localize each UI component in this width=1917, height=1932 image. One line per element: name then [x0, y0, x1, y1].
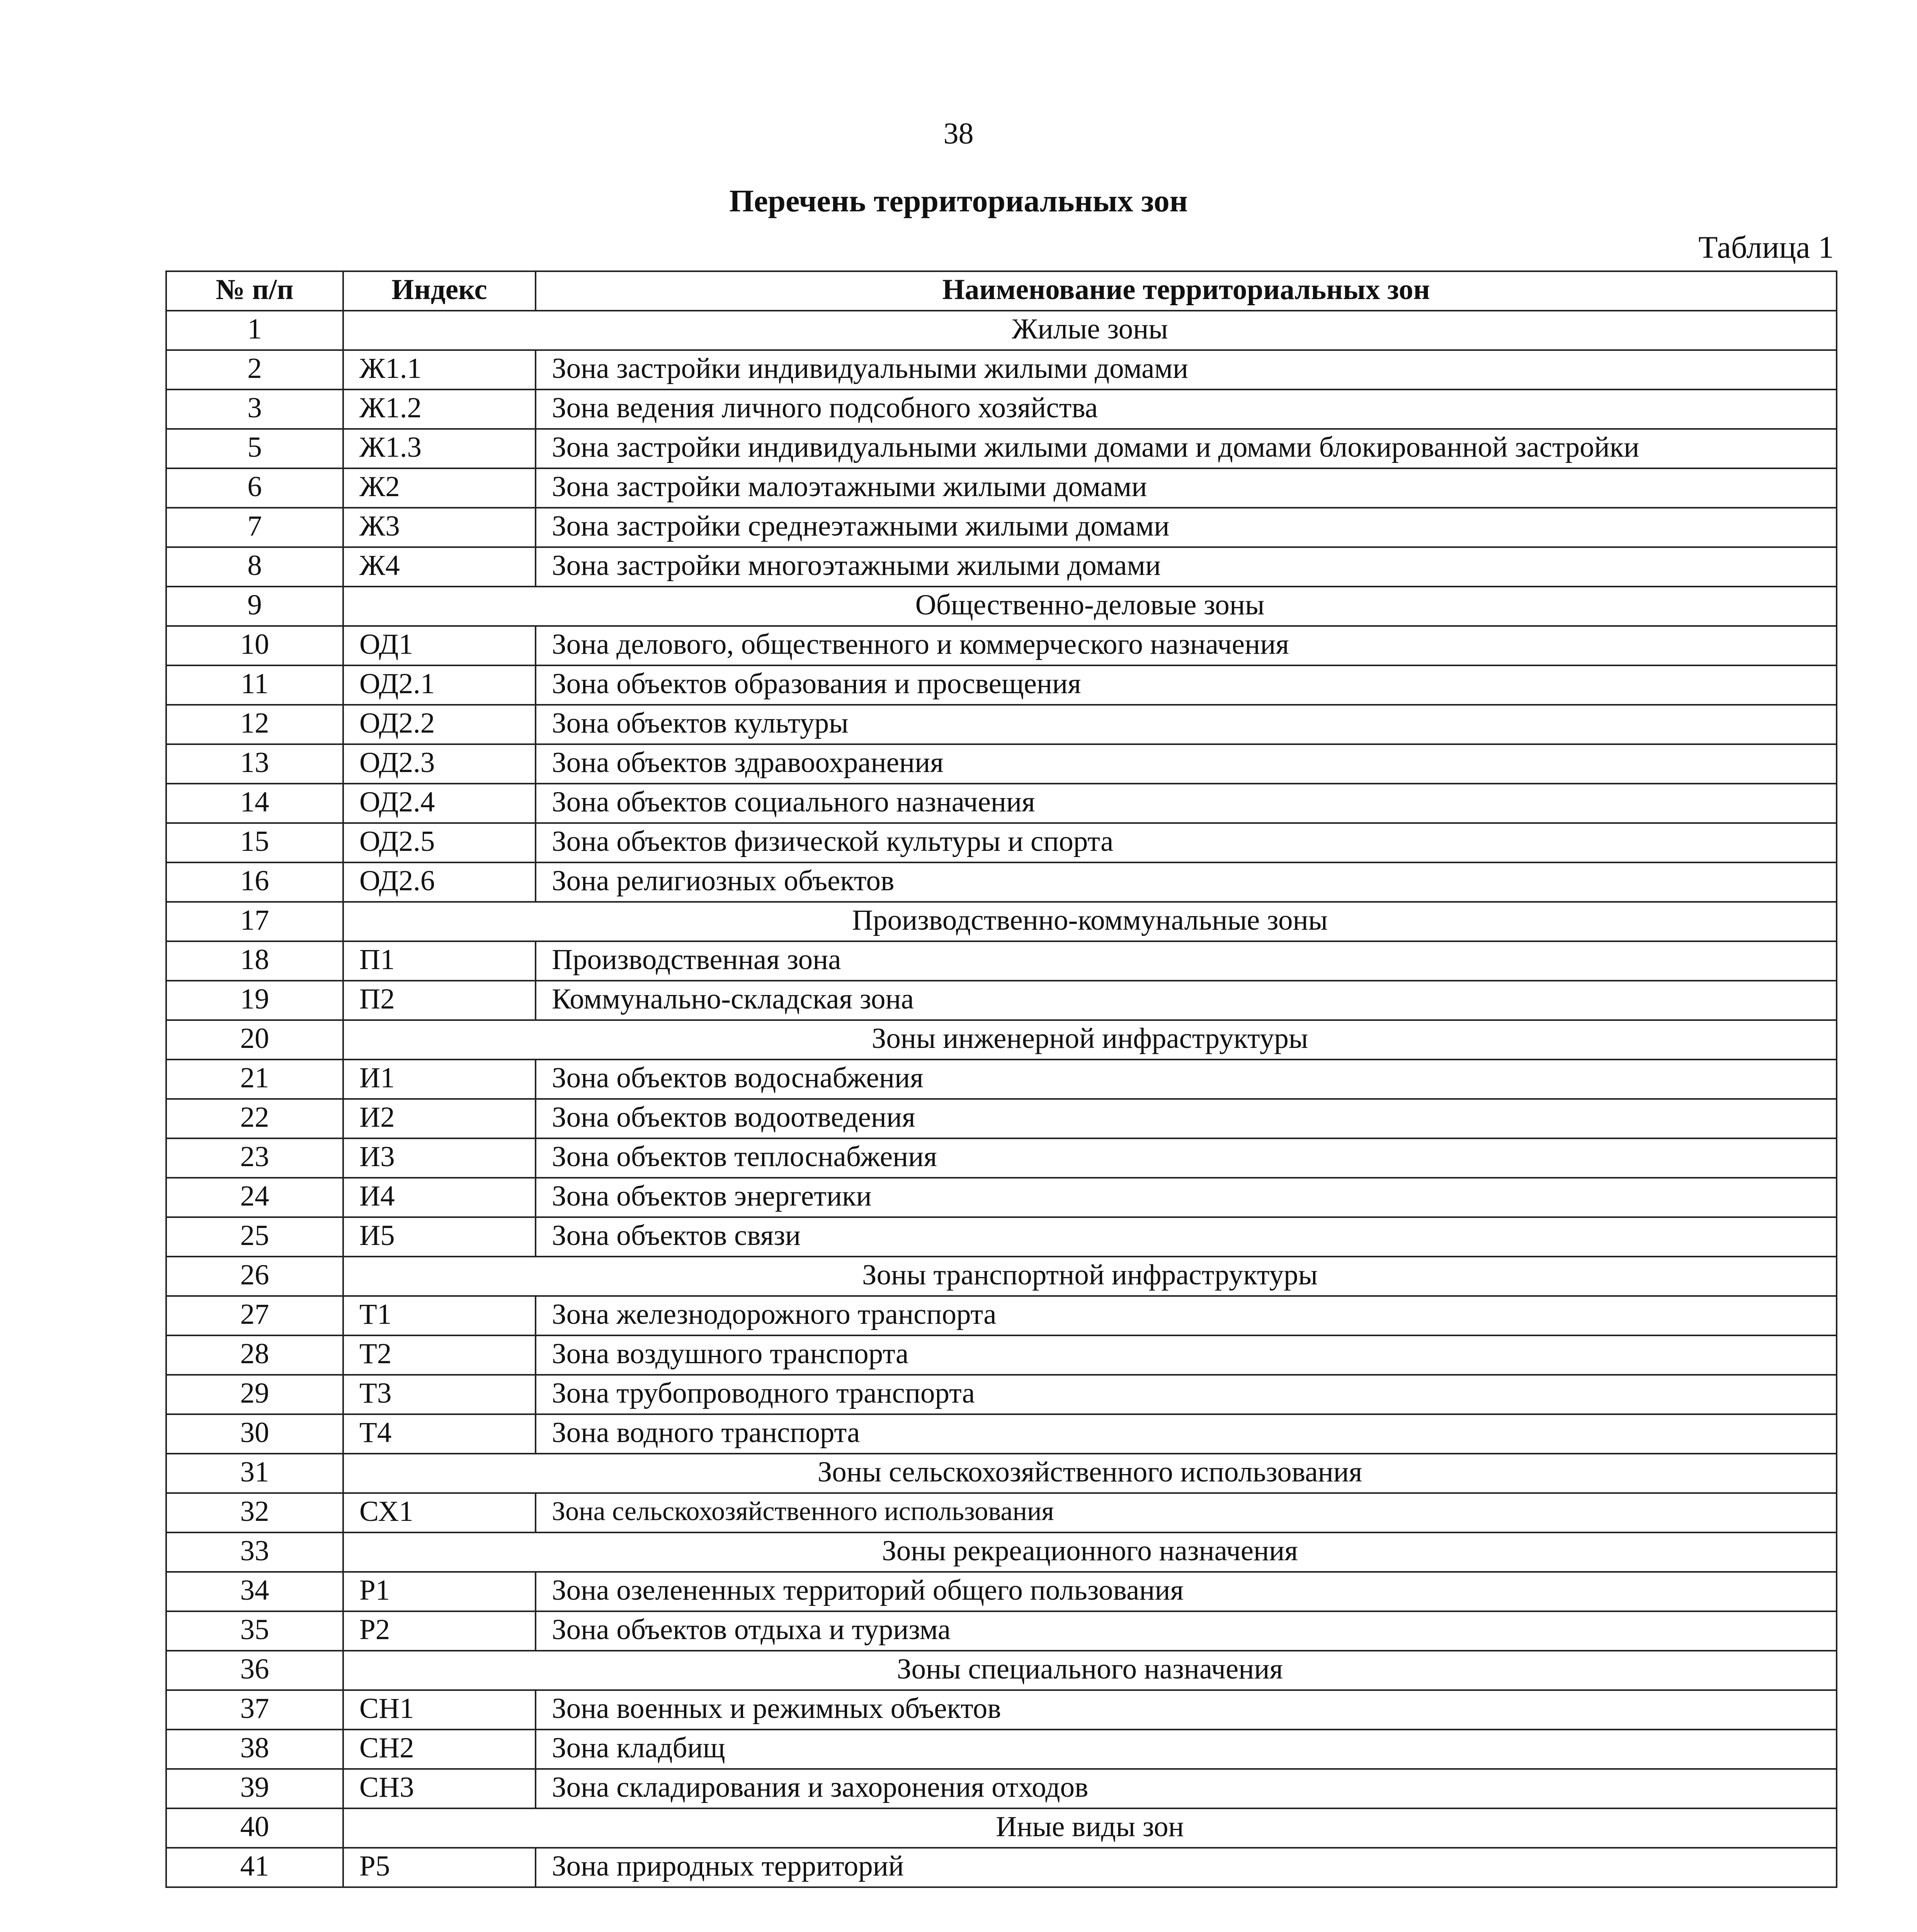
row-number: 7: [166, 508, 343, 547]
row-number: 31: [166, 1454, 343, 1493]
row-number: 26: [166, 1257, 343, 1296]
zone-index: Ж4: [343, 547, 536, 587]
zone-name: Зона объектов отдыха и туризма: [536, 1611, 1837, 1651]
row-number: 25: [166, 1217, 343, 1257]
row-number: 39: [166, 1769, 343, 1808]
zone-name: Зона объектов культуры: [536, 705, 1837, 744]
table-group-row: [166, 1454, 1837, 1493]
zone-index: ОД2.5: [343, 823, 536, 862]
zone-name: Зона железнодорожного транспорта: [536, 1296, 1837, 1335]
zone-group-title: Общественно-деловые зоны: [343, 587, 1837, 626]
zone-name: Зона кладбищ: [536, 1730, 1837, 1769]
zone-name: Зона религиозных объектов: [536, 862, 1837, 902]
row-number: 20: [166, 1020, 343, 1060]
table-row: [166, 862, 1837, 902]
table-row: [166, 1060, 1837, 1099]
row-number: 30: [166, 1414, 343, 1454]
table-row: [166, 1296, 1837, 1335]
zone-name: Зона застройки среднеэтажными жилыми домами: [536, 508, 1837, 547]
table-row: [166, 626, 1837, 665]
row-number: 28: [166, 1335, 343, 1375]
zone-index: ОД1: [343, 626, 536, 665]
table-row: [166, 1414, 1837, 1454]
row-number: 16: [166, 862, 343, 902]
table-row: [166, 547, 1837, 587]
territorial-zones-table: [165, 270, 1837, 1888]
document-title: Перечень территориальных зон: [729, 183, 1188, 218]
row-number: 10: [166, 626, 343, 665]
row-number: 19: [166, 981, 343, 1020]
zone-index: И5: [343, 1217, 536, 1257]
table-row: [166, 665, 1837, 705]
zone-index: СН1: [343, 1690, 536, 1730]
table-row: [166, 1572, 1837, 1611]
table-row: [166, 1375, 1837, 1414]
zone-name: Зона сельскохозяйственного использования: [536, 1493, 1837, 1532]
zone-name: Зона застройки малоэтажными жилыми домами: [536, 468, 1837, 508]
row-number: 5: [166, 429, 343, 468]
page-number: 38: [943, 116, 974, 150]
row-number: 37: [166, 1690, 343, 1730]
row-number: 36: [166, 1651, 343, 1690]
zone-index: П1: [343, 941, 536, 981]
table-row: [166, 350, 1837, 389]
zone-index: ОД2.4: [343, 784, 536, 823]
row-number: 40: [166, 1808, 343, 1848]
row-number: 12: [166, 705, 343, 744]
zone-index: СН2: [343, 1730, 536, 1769]
zone-name: Зона воздушного транспорта: [536, 1335, 1837, 1375]
zone-group-title: Зоны транспортной инфраструктуры: [343, 1257, 1837, 1296]
zone-name: Зона объектов энергетики: [536, 1178, 1837, 1217]
zone-index: И2: [343, 1099, 536, 1138]
zone-name: Зона объектов водоснабжения: [536, 1060, 1837, 1099]
zone-index: П2: [343, 981, 536, 1020]
row-number: 18: [166, 941, 343, 981]
zone-name: Зона водного транспорта: [536, 1414, 1837, 1454]
row-number: 3: [166, 389, 343, 429]
zone-name: Зона природных территорий: [536, 1848, 1837, 1887]
zone-index: СН3: [343, 1769, 536, 1808]
zone-group-title: Зоны инженерной инфраструктуры: [343, 1020, 1837, 1060]
table-header-row: [166, 271, 1837, 311]
zone-index: Ж1.2: [343, 389, 536, 429]
zone-group-title: Зоны сельскохозяйственного использования: [343, 1454, 1837, 1493]
table-row: [166, 429, 1837, 468]
row-number: 11: [166, 665, 343, 705]
row-number: 14: [166, 784, 343, 823]
table-row: [166, 508, 1837, 547]
table-row: [166, 1138, 1837, 1178]
zone-index: Ж1.1: [343, 350, 536, 389]
row-number: 13: [166, 744, 343, 784]
row-number: 38: [166, 1730, 343, 1769]
table-row: [166, 1335, 1837, 1375]
table-row: [166, 941, 1837, 981]
table-body: [166, 311, 1837, 1887]
row-number: 8: [166, 547, 343, 587]
zone-group-title: Иные виды зон: [343, 1808, 1837, 1848]
zone-group-title: Зоны специального назначения: [343, 1651, 1837, 1690]
zone-group-title: Производственно-коммунальные зоны: [343, 902, 1837, 941]
table-row: [166, 468, 1837, 508]
table-row: [166, 1611, 1837, 1651]
zone-index: И1: [343, 1060, 536, 1099]
zone-name: Зона объектов связи: [536, 1217, 1837, 1257]
table-group-row: [166, 902, 1837, 941]
table-row: [166, 981, 1837, 1020]
table-row: [166, 1730, 1837, 1769]
table-row: [166, 823, 1837, 862]
zone-name: Производственная зона: [536, 941, 1837, 981]
row-number: 2: [166, 350, 343, 389]
table-group-row: [166, 1532, 1837, 1572]
zone-name: Зона объектов здравоохранения: [536, 744, 1837, 784]
zone-name: Зона ведения личного подсобного хозяйства: [536, 389, 1837, 429]
zone-index: СХ1: [343, 1493, 536, 1532]
row-number: 1: [166, 311, 343, 350]
row-number: 21: [166, 1060, 343, 1099]
zone-index: ОД2.3: [343, 744, 536, 784]
zone-index: Р5: [343, 1848, 536, 1887]
zone-index: Т3: [343, 1375, 536, 1414]
table-row: [166, 1769, 1837, 1808]
zone-name: Зона складирования и захоронения отходов: [536, 1769, 1837, 1808]
row-number: 23: [166, 1138, 343, 1178]
zone-name: Коммунально-складская зона: [536, 981, 1837, 1020]
zone-group-title: Зоны рекреационного назначения: [343, 1532, 1837, 1572]
zone-name: Зона объектов социального назначения: [536, 784, 1837, 823]
zone-index: ОД2.6: [343, 862, 536, 902]
table-group-row: [166, 587, 1837, 626]
zone-index: ОД2.2: [343, 705, 536, 744]
row-number: 41: [166, 1848, 343, 1887]
table-group-row: [166, 1651, 1837, 1690]
zone-name: Зона застройки индивидуальными жилыми домами и домами блокированной застройки: [536, 429, 1837, 468]
zone-index: Р1: [343, 1572, 536, 1611]
zone-index: И4: [343, 1178, 536, 1217]
table-group-row: [166, 1808, 1837, 1848]
table-row: [166, 1690, 1837, 1730]
zone-index: Т1: [343, 1296, 536, 1335]
table-row: [166, 389, 1837, 429]
zone-index: Ж2: [343, 468, 536, 508]
zone-name: Зона трубопроводного транспорта: [536, 1375, 1837, 1414]
table-row: [166, 784, 1837, 823]
table-caption: Таблица 1: [1698, 230, 1834, 265]
table-row: [166, 1217, 1837, 1257]
table-group-row: [166, 311, 1837, 350]
table-row: [166, 1178, 1837, 1217]
zone-name: Зона застройки индивидуальными жилыми домами: [536, 350, 1837, 389]
row-number: 6: [166, 468, 343, 508]
table-group-row: [166, 1257, 1837, 1296]
zone-name: Зона объектов физической культуры и спорта: [536, 823, 1837, 862]
zone-index: Ж1.3: [343, 429, 536, 468]
table-row: [166, 744, 1837, 784]
row-number: 27: [166, 1296, 343, 1335]
zone-name: Зона озелененных территорий общего пользования: [536, 1572, 1837, 1611]
zone-group-title: Жилые зоны: [343, 311, 1837, 350]
table-row: [166, 1848, 1837, 1887]
table-row: [166, 1493, 1837, 1532]
row-number: 33: [166, 1532, 343, 1572]
row-number: 15: [166, 823, 343, 862]
table-row: [166, 1099, 1837, 1138]
zone-index: Т4: [343, 1414, 536, 1454]
row-number: 32: [166, 1493, 343, 1532]
zone-name: Зона военных и режимных объектов: [536, 1690, 1837, 1730]
zone-index: Ж3: [343, 508, 536, 547]
row-number: 34: [166, 1572, 343, 1611]
row-number: 24: [166, 1178, 343, 1217]
row-number: 9: [166, 587, 343, 626]
zone-index: Р2: [343, 1611, 536, 1651]
zone-index: Т2: [343, 1335, 536, 1375]
row-number: 22: [166, 1099, 343, 1138]
zone-name: Зона объектов водоотведения: [536, 1099, 1837, 1138]
zone-name: Зона объектов образования и просвещения: [536, 665, 1837, 705]
zone-name: Зона делового, общественного и коммерческого назначения: [536, 626, 1837, 665]
header-name: Наименование территориальных зон: [536, 271, 1837, 311]
header-number: № п/п: [166, 271, 343, 311]
row-number: 29: [166, 1375, 343, 1414]
zone-index: И3: [343, 1138, 536, 1178]
table-row: [166, 705, 1837, 744]
table-group-row: [166, 1020, 1837, 1060]
zone-name: Зона застройки многоэтажными жилыми домами: [536, 547, 1837, 587]
zone-index: ОД2.1: [343, 665, 536, 705]
zone-name: Зона объектов теплоснабжения: [536, 1138, 1837, 1178]
row-number: 17: [166, 902, 343, 941]
header-index: Индекс: [343, 271, 536, 311]
row-number: 35: [166, 1611, 343, 1651]
